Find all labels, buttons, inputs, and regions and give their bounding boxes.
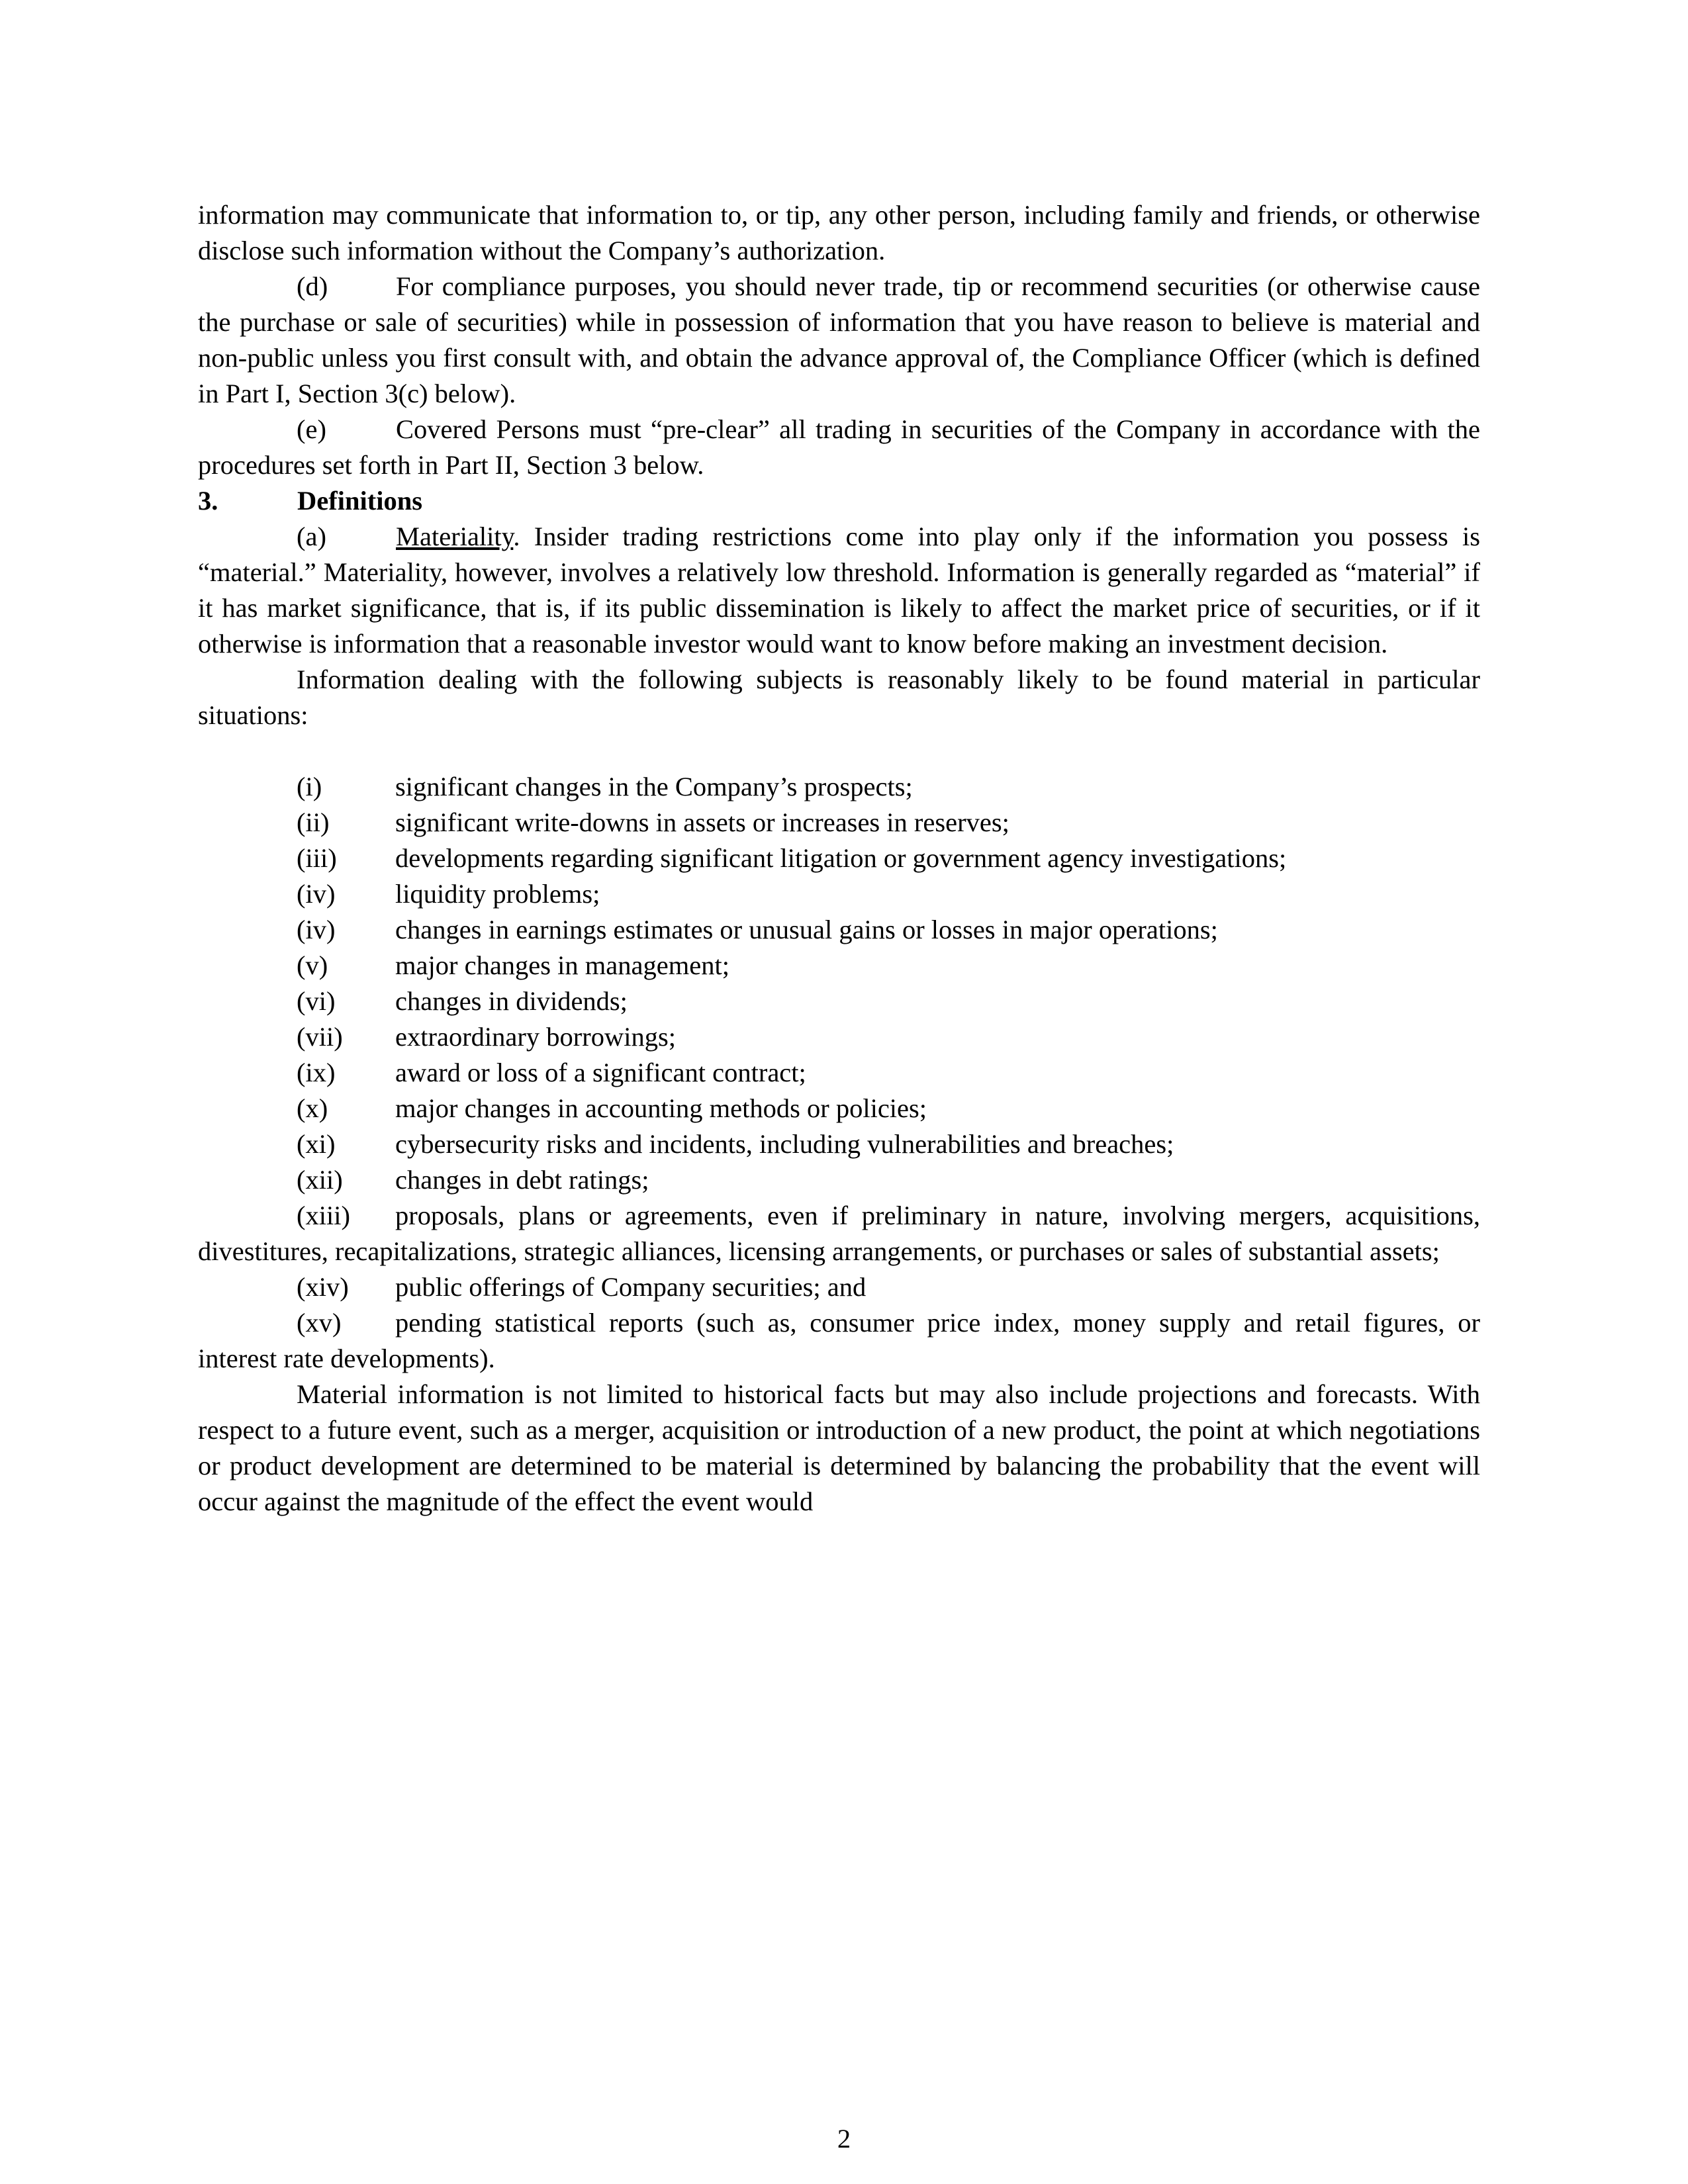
list-item-label: (vi) xyxy=(297,986,336,1016)
subjects-list xyxy=(198,769,1480,1377)
list-item-label: (iv) xyxy=(297,879,336,909)
list-item xyxy=(198,1055,1480,1091)
list-item-label: (v) xyxy=(297,950,328,980)
list-item xyxy=(198,1091,1480,1126)
page-number: 2 xyxy=(837,2124,851,2154)
list-item xyxy=(198,1305,1480,1377)
item-a-label: (a) xyxy=(297,522,326,551)
list-item-text: extraordinary borrowings; xyxy=(395,1022,677,1052)
item-e-label: (e) xyxy=(297,414,326,444)
list-item-text: significant write-downs in assets or increases in reserves; xyxy=(395,807,1009,837)
item-d-paragraph xyxy=(198,269,1480,412)
list-item-label: (xiv) xyxy=(297,1272,349,1302)
list-item xyxy=(198,769,1480,805)
item-d-text: For compliance purposes, you should never trade, tip or recommend securities (or otherwise cause the purchase or sale of securities) while in possession of information that you have reason to believe is material and non-public unless you first consult with, and obtain the advance approval of, the Compliance Officer (which is defined in Part I, Section 3(c) below). xyxy=(198,271,1480,408)
section-heading xyxy=(198,483,1480,519)
list-item-label: (vii) xyxy=(297,1022,343,1052)
list-item xyxy=(198,1198,1480,1269)
list-item-label: (xii) xyxy=(297,1165,343,1195)
list-item xyxy=(198,1019,1480,1055)
list-item xyxy=(198,948,1480,983)
list-item-text: public offerings of Company securities; and xyxy=(395,1272,867,1302)
closing-paragraph: Material information is not limited to historical facts but may also include projections and forecasts. With respect to a future event, such as a merger, acquisition or introduction of a new product, the point at which negotiations or product development are determined to be material is determined by balancing the probability that the event will occur against the magnitude of the effect the event would xyxy=(198,1379,1480,1516)
list-item xyxy=(198,1126,1480,1162)
list-item-text: pending statistical reports (such as, consumer price index, money supply and retail figures, or interest rate developments). xyxy=(198,1308,1480,1373)
item-a-heading: Materiality xyxy=(396,522,514,551)
item-d-label: (d) xyxy=(297,271,328,301)
intro-continuation: information may communicate that information to, or tip, any other person, including family and friends, or otherwise disclose such information without the Company’s authorization. xyxy=(198,200,1480,265)
list-item-label: (xiii) xyxy=(297,1201,350,1230)
list-item xyxy=(198,912,1480,948)
list-item-label: (ix) xyxy=(297,1058,336,1087)
item-a-paragraph xyxy=(198,519,1480,662)
list-item xyxy=(198,1162,1480,1198)
section-number: 3. xyxy=(198,486,218,516)
list-item xyxy=(198,876,1480,912)
list-item-label: (i) xyxy=(297,772,322,801)
item-a-text: . Insider trading restrictions come into play only if the information you possess is “material.” Materiality, however, involves a relatively low threshold. Information is generally regarded as “material” if it has market significance, that is, if its public dissemination is likely to affect the market price of securities, or if it otherwise is information that a reasonable investor would want to know before making an investment decision. xyxy=(198,522,1480,659)
list-item-text: award or loss of a significant contract; xyxy=(395,1058,806,1087)
section-title: Definitions xyxy=(297,486,423,516)
list-item-label: (iv) xyxy=(297,915,336,944)
list-item-text: changes in debt ratings; xyxy=(395,1165,649,1195)
list-item-text: developments regarding significant litigation or government agency investigations; xyxy=(395,843,1287,873)
list-item-label: (xv) xyxy=(297,1308,342,1338)
list-item-text: major changes in accounting methods or policies; xyxy=(395,1093,927,1123)
list-item-label: (xi) xyxy=(297,1129,336,1159)
list-item-text: changes in earnings estimates or unusual gains or losses in major operations; xyxy=(395,915,1218,944)
list-item-text: liquidity problems; xyxy=(395,879,600,909)
list-item xyxy=(198,841,1480,876)
list-item-label: (x) xyxy=(297,1093,328,1123)
list-item-text: proposals, plans or agreements, even if preliminary in nature, involving mergers, acquisitions, divestitures, recapitalizations, strategic alliances, licensing arrangements, or purchases or sales of substantial assets; xyxy=(198,1201,1480,1266)
list-item xyxy=(198,1269,1480,1305)
item-e-paragraph xyxy=(198,412,1480,483)
list-item-text: changes in dividends; xyxy=(395,986,628,1016)
list-item xyxy=(198,805,1480,841)
document-page xyxy=(198,197,1480,1520)
list-item xyxy=(198,983,1480,1019)
item-e-text: Covered Persons must “pre-clear” all trading in securities of the Company in accordance with the procedures set forth in Part II, Section 3 below. xyxy=(198,414,1480,480)
subjects-intro: Information dealing with the following subjects is reasonably likely to be found material in particular situations: xyxy=(198,664,1480,730)
list-item-text: major changes in management; xyxy=(395,950,729,980)
list-item-label: (ii) xyxy=(297,807,330,837)
list-item-text: significant changes in the Company’s prospects; xyxy=(395,772,913,801)
list-item-text: cybersecurity risks and incidents, including vulnerabilities and breaches; xyxy=(395,1129,1174,1159)
list-item-label: (iii) xyxy=(297,843,337,873)
